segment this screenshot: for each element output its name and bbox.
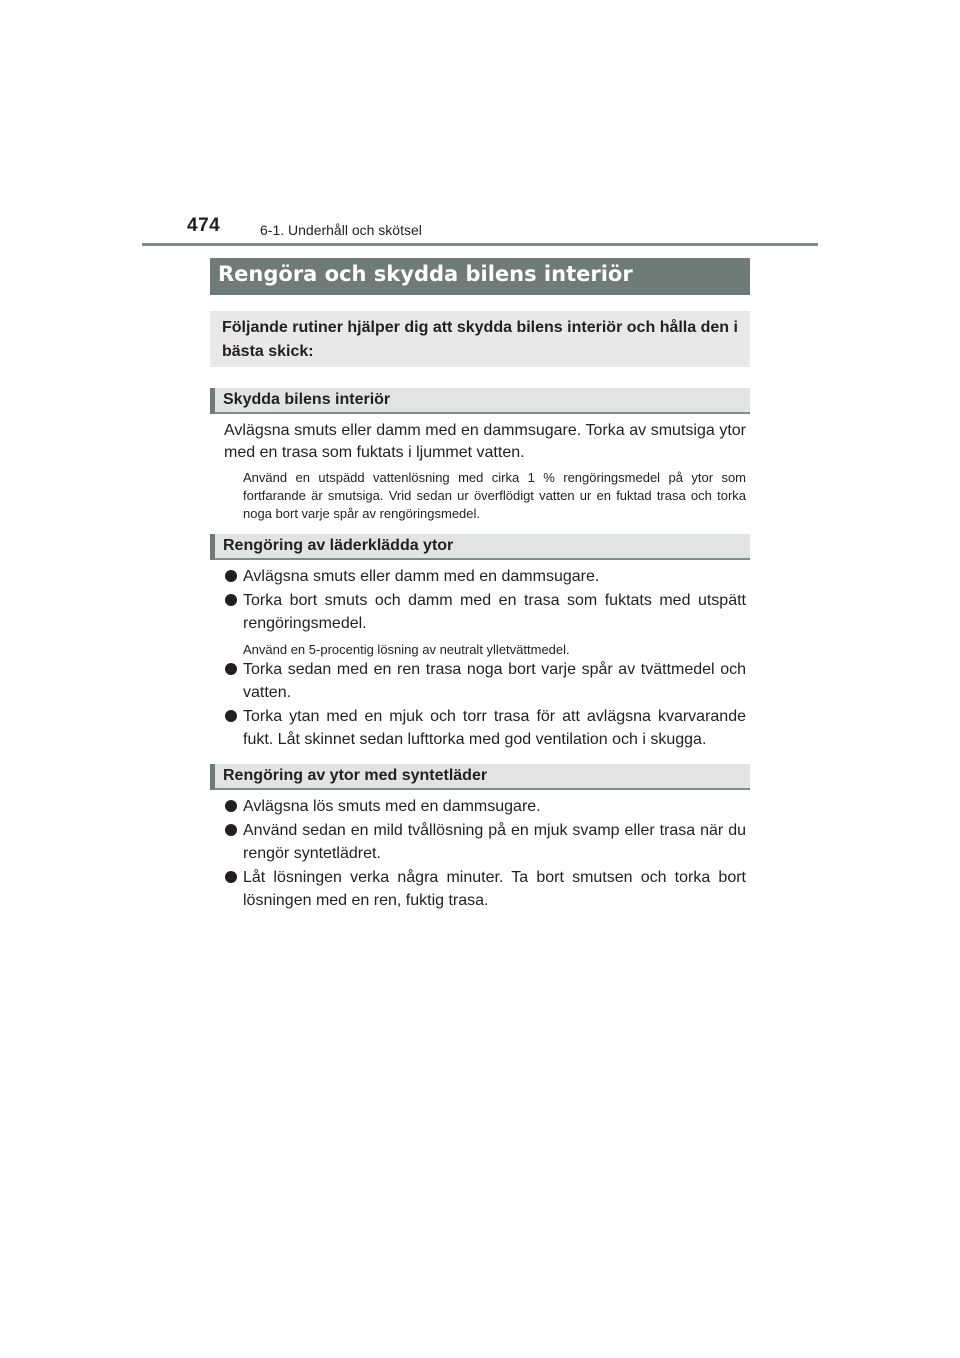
list-item: Torka ytan med en mjuk och torr trasa för att avlägsna kvarvarande fukt. Låt skinnet sedan lufttorka med god ventilation och i skugga. [224, 705, 746, 751]
list-item: Torka sedan med en ren trasa noga bort varje spår av tvättmedel och vatten. [224, 658, 746, 704]
intro-box: Följande rutiner hjälper dig att skydda bilens interiör och hålla den i bästa skick: [210, 311, 750, 367]
note-dilute-solution: Använd en utspädd vattenlösning med cirka 1 % rengöringsmedel på ytor som fortfarande är smutsiga. Vrid sedan ur överflödigt vatten ur en fuktad trasa och torka noga bort varje spår av rengöringsmedel. [243, 470, 746, 521]
section-heading-label: Rengöring av ytor med syntetläder [223, 767, 488, 784]
section-heading-protect [210, 388, 750, 414]
running-header: 6-1. Underhåll och skötsel [260, 222, 422, 238]
page-number: 474 [187, 215, 221, 236]
paragraph-protect: Avlägsna smuts eller damm med en dammsugare. Torka av smutsiga ytor med en trasa som fuktats i ljummet vatten. [224, 422, 746, 461]
list-item: Torka bort smuts och damm med en trasa som fuktats med utspätt rengöringsmedel. [224, 589, 746, 635]
section-heading-label: Skydda bilens interiör [223, 391, 391, 408]
page-title: Rengöra och skydda bilens interiör [210, 258, 750, 295]
section-heading-label: Rengöring av läderklädda ytor [223, 537, 454, 554]
note-wool-detergent: Använd en 5-procentig lösning av neutralt ylletvättmedel. [243, 642, 570, 657]
bullet-icon [225, 800, 237, 812]
bullet-icon [225, 710, 237, 722]
bullet-icon [225, 594, 237, 606]
header-divider [142, 243, 818, 246]
list-item: Avlägsna smuts eller damm med en dammsugare. [224, 565, 746, 588]
section-heading-leather [210, 534, 750, 560]
list-item: Låt lösningen verka några minuter. Ta bort smutsen och torka bort lösningen med en ren, fuktig trasa. [224, 866, 746, 912]
bullet-icon [225, 663, 237, 675]
bullet-icon [225, 824, 237, 836]
list-item: Använd sedan en mild tvållösning på en mjuk svamp eller trasa när du rengör syntetlädret. [224, 819, 746, 865]
bullet-icon [225, 871, 237, 883]
bullet-icon [225, 570, 237, 582]
list-item: Avlägsna lös smuts med en dammsugare. [224, 795, 746, 818]
section-heading-synthetic [210, 764, 750, 790]
